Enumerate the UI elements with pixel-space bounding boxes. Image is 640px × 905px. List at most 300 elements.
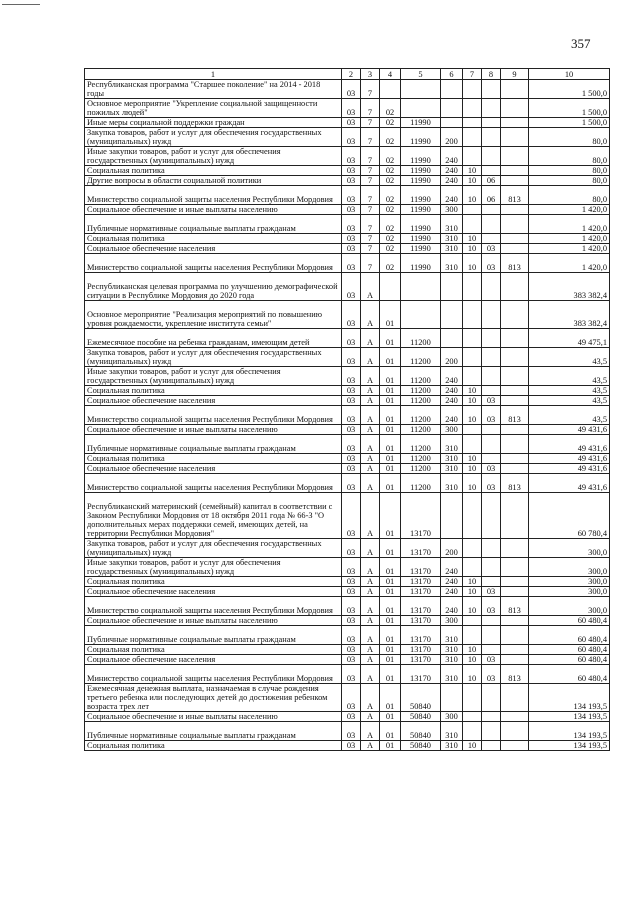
ministry-cell xyxy=(501,215,529,234)
ministry-cell xyxy=(501,454,529,464)
subprogram-cell: 01 xyxy=(380,587,401,597)
target-cell: 11200 xyxy=(401,406,441,425)
program-cell: 7 xyxy=(361,80,380,99)
amount-cell: 300,0 xyxy=(529,577,610,587)
ministry-cell xyxy=(501,655,529,665)
table-row xyxy=(85,493,610,539)
code-cell: 03 xyxy=(342,99,361,118)
subprogram-cell: 01 xyxy=(380,367,401,386)
target-cell: 50840 xyxy=(401,741,441,751)
header-cell: 8 xyxy=(482,69,501,80)
subprogram-cell: 01 xyxy=(380,626,401,645)
expense-type-cell: 310 xyxy=(441,741,463,751)
amount-cell: 1 420,0 xyxy=(529,244,610,254)
expense-type-cell: 200 xyxy=(441,348,463,367)
subsection-cell: 03 xyxy=(482,254,501,273)
code-cell: 03 xyxy=(342,645,361,655)
expense-type-cell: 240 xyxy=(441,166,463,176)
program-cell: А xyxy=(361,329,380,348)
row-name-cell: Министерство социальной защиты населения Республики Мордовия xyxy=(85,186,342,205)
ministry-cell xyxy=(501,425,529,435)
program-cell: 7 xyxy=(361,147,380,166)
amount-cell: 134 193,5 xyxy=(529,722,610,741)
table-row xyxy=(85,205,610,215)
ministry-cell xyxy=(501,128,529,147)
table-row xyxy=(85,626,610,645)
row-name-cell: Социальное обеспечение и иные выплаты населению xyxy=(85,425,342,435)
section-cell xyxy=(463,215,482,234)
row-name-cell: Министерство социальной защиты населения Республики Мордовия xyxy=(85,254,342,273)
header-cell: 10 xyxy=(529,69,610,80)
expense-type-cell: 240 xyxy=(441,597,463,616)
code-cell: 03 xyxy=(342,329,361,348)
subsection-cell: 03 xyxy=(482,665,501,684)
program-cell: А xyxy=(361,386,380,396)
expense-type-cell: 310 xyxy=(441,244,463,254)
section-cell xyxy=(463,616,482,626)
program-cell: А xyxy=(361,558,380,577)
section-cell: 10 xyxy=(463,655,482,665)
row-name-cell: Иные закупки товаров, работ и услуг для обеспечения государственных (муниципальных) нужд xyxy=(85,367,342,386)
code-cell: 03 xyxy=(342,684,361,712)
target-cell: 13170 xyxy=(401,587,441,597)
subprogram-cell: 01 xyxy=(380,329,401,348)
ministry-cell xyxy=(501,396,529,406)
expense-type-cell xyxy=(441,99,463,118)
table-row xyxy=(85,539,610,558)
table-row xyxy=(85,301,610,329)
code-cell: 03 xyxy=(342,254,361,273)
code-cell: 03 xyxy=(342,464,361,474)
subsection-cell xyxy=(482,234,501,244)
ministry-cell: 813 xyxy=(501,597,529,616)
code-cell: 03 xyxy=(342,474,361,493)
table-row xyxy=(85,176,610,186)
target-cell: 11990 xyxy=(401,186,441,205)
program-cell: А xyxy=(361,493,380,539)
ministry-cell: 813 xyxy=(501,254,529,273)
code-cell: 03 xyxy=(342,396,361,406)
amount-cell: 43,5 xyxy=(529,348,610,367)
target-cell: 11200 xyxy=(401,329,441,348)
row-name-cell: Публичные нормативные социальные выплаты гражданам xyxy=(85,626,342,645)
code-cell: 03 xyxy=(342,741,361,751)
header-cell: 7 xyxy=(463,69,482,80)
subsection-cell xyxy=(482,205,501,215)
code-cell: 03 xyxy=(342,205,361,215)
table-row xyxy=(85,655,610,665)
code-cell: 03 xyxy=(342,118,361,128)
ministry-cell xyxy=(501,348,529,367)
code-cell: 03 xyxy=(342,597,361,616)
subsection-cell: 03 xyxy=(482,464,501,474)
row-name-cell: Социальное обеспечение населения xyxy=(85,655,342,665)
ministry-cell: 813 xyxy=(501,406,529,425)
subprogram-cell: 01 xyxy=(380,616,401,626)
target-cell: 11990 xyxy=(401,176,441,186)
expense-type-cell: 310 xyxy=(441,474,463,493)
subsection-cell xyxy=(482,80,501,99)
expense-type-cell: 310 xyxy=(441,645,463,655)
amount-cell: 1 420,0 xyxy=(529,205,610,215)
section-cell xyxy=(463,301,482,329)
target-cell: 11200 xyxy=(401,386,441,396)
amount-cell: 49 431,6 xyxy=(529,474,610,493)
row-name-cell: Публичные нормативные социальные выплаты гражданам xyxy=(85,435,342,454)
target-cell xyxy=(401,80,441,99)
target-cell: 13170 xyxy=(401,645,441,655)
section-cell xyxy=(463,128,482,147)
subsection-cell xyxy=(482,118,501,128)
section-cell: 10 xyxy=(463,396,482,406)
ministry-cell: 813 xyxy=(501,665,529,684)
row-name-cell: Республиканский материнский (семейный) капитал в соответствии с Законом Республики Мордовия от 18 октября 2011 года № 66-З "О дополнительных мерах поддержки семей, имеющих детей, на территории Республики Мордовия" xyxy=(85,493,342,539)
table-row xyxy=(85,722,610,741)
row-name-cell: Закупка товаров, работ и услуг для обеспечения государственных (муниципальных) нужд xyxy=(85,128,342,147)
expense-type-cell: 240 xyxy=(441,367,463,386)
subsection-cell: 06 xyxy=(482,176,501,186)
target-cell: 11200 xyxy=(401,474,441,493)
corner-mark xyxy=(2,4,40,5)
ministry-cell xyxy=(501,273,529,301)
ministry-cell xyxy=(501,539,529,558)
program-cell: 7 xyxy=(361,118,380,128)
code-cell: 03 xyxy=(342,587,361,597)
target-cell xyxy=(401,99,441,118)
row-name-cell: Социальное обеспечение и иные выплаты населению xyxy=(85,616,342,626)
expense-type-cell: 200 xyxy=(441,539,463,558)
code-cell: 03 xyxy=(342,80,361,99)
amount-cell: 60 780,4 xyxy=(529,493,610,539)
code-cell: 03 xyxy=(342,406,361,425)
row-name-cell: Социальная политика xyxy=(85,645,342,655)
amount-cell: 49 431,6 xyxy=(529,464,610,474)
table-row xyxy=(85,474,610,493)
subprogram-cell xyxy=(380,273,401,301)
target-cell: 11200 xyxy=(401,464,441,474)
ministry-cell xyxy=(501,176,529,186)
subprogram-cell: 02 xyxy=(380,166,401,176)
ministry-cell xyxy=(501,464,529,474)
table-row xyxy=(85,684,610,712)
code-cell: 03 xyxy=(342,367,361,386)
program-cell: 7 xyxy=(361,186,380,205)
subprogram-cell: 01 xyxy=(380,474,401,493)
row-name-cell: Иные закупки товаров, работ и услуг для обеспечения государственных (муниципальных) нужд xyxy=(85,558,342,577)
row-name-cell: Социальная политика xyxy=(85,386,342,396)
subprogram-cell: 01 xyxy=(380,539,401,558)
amount-cell: 1 500,0 xyxy=(529,118,610,128)
section-cell xyxy=(463,712,482,722)
row-name-cell: Министерство социальной защиты населения Республики Мордовия xyxy=(85,665,342,684)
section-cell: 10 xyxy=(463,454,482,464)
code-cell: 03 xyxy=(342,425,361,435)
section-cell xyxy=(463,118,482,128)
target-cell: 50840 xyxy=(401,712,441,722)
section-cell: 10 xyxy=(463,645,482,655)
budget-table xyxy=(84,68,610,751)
subprogram-cell: 01 xyxy=(380,301,401,329)
subsection-cell xyxy=(482,645,501,655)
amount-cell: 60 480,4 xyxy=(529,616,610,626)
header-cell: 3 xyxy=(361,69,380,80)
subsection-cell: 03 xyxy=(482,587,501,597)
subprogram-cell: 01 xyxy=(380,386,401,396)
target-cell: 11990 xyxy=(401,166,441,176)
section-cell: 10 xyxy=(463,244,482,254)
expense-type-cell: 240 xyxy=(441,186,463,205)
code-cell: 03 xyxy=(342,147,361,166)
row-name-cell: Ежемесячное пособие на ребенка гражданам, имеющим детей xyxy=(85,329,342,348)
ministry-cell xyxy=(501,616,529,626)
table-row xyxy=(85,254,610,273)
amount-cell: 43,5 xyxy=(529,386,610,396)
subprogram-cell: 01 xyxy=(380,597,401,616)
row-name-cell: Ежемесячная денежная выплата, назначаемая в случае рождения третьего ребенка или последующих детей до достижения ребенком возраста трех лет xyxy=(85,684,342,712)
target-cell: 13170 xyxy=(401,655,441,665)
amount-cell: 1 420,0 xyxy=(529,215,610,234)
program-cell: А xyxy=(361,626,380,645)
subsection-cell xyxy=(482,722,501,741)
section-cell xyxy=(463,435,482,454)
program-cell: А xyxy=(361,348,380,367)
program-cell: А xyxy=(361,301,380,329)
section-cell xyxy=(463,348,482,367)
program-cell: 7 xyxy=(361,234,380,244)
subprogram-cell: 02 xyxy=(380,128,401,147)
amount-cell: 80,0 xyxy=(529,186,610,205)
amount-cell: 1 420,0 xyxy=(529,254,610,273)
amount-cell: 1 500,0 xyxy=(529,99,610,118)
subprogram-cell: 02 xyxy=(380,118,401,128)
section-cell: 10 xyxy=(463,166,482,176)
subsection-cell xyxy=(482,493,501,539)
table-row xyxy=(85,577,610,587)
program-cell: 7 xyxy=(361,166,380,176)
section-cell xyxy=(463,99,482,118)
ministry-cell xyxy=(501,205,529,215)
header-cell: 5 xyxy=(401,69,441,80)
amount-cell: 60 480,4 xyxy=(529,626,610,645)
table-row xyxy=(85,166,610,176)
target-cell: 13170 xyxy=(401,626,441,645)
amount-cell: 1 500,0 xyxy=(529,80,610,99)
table-row xyxy=(85,616,610,626)
subsection-cell xyxy=(482,712,501,722)
row-name-cell: Социальное обеспечение населения xyxy=(85,464,342,474)
ministry-cell xyxy=(501,558,529,577)
target-cell xyxy=(401,273,441,301)
section-cell: 10 xyxy=(463,186,482,205)
subprogram-cell: 01 xyxy=(380,396,401,406)
amount-cell: 300,0 xyxy=(529,587,610,597)
row-name-cell: Основное мероприятие "Реализация мероприятий по повышению уровня рождаемости, укрепление института семьи" xyxy=(85,301,342,329)
target-cell: 13170 xyxy=(401,597,441,616)
program-cell: А xyxy=(361,712,380,722)
table-body xyxy=(85,80,610,751)
expense-type-cell: 300 xyxy=(441,205,463,215)
target-cell: 50840 xyxy=(401,684,441,712)
table-row xyxy=(85,454,610,464)
section-cell: 10 xyxy=(463,176,482,186)
amount-cell: 49 431,6 xyxy=(529,435,610,454)
amount-cell: 134 193,5 xyxy=(529,684,610,712)
code-cell: 03 xyxy=(342,616,361,626)
subsection-cell: 03 xyxy=(482,655,501,665)
target-cell: 11990 xyxy=(401,254,441,273)
subprogram-cell: 01 xyxy=(380,722,401,741)
subsection-cell xyxy=(482,273,501,301)
program-cell: А xyxy=(361,616,380,626)
expense-type-cell xyxy=(441,273,463,301)
subprogram-cell: 01 xyxy=(380,406,401,425)
subsection-cell xyxy=(482,386,501,396)
target-cell: 11990 xyxy=(401,147,441,166)
subprogram-cell xyxy=(380,80,401,99)
amount-cell: 80,0 xyxy=(529,166,610,176)
subprogram-cell: 02 xyxy=(380,147,401,166)
table-row xyxy=(85,329,610,348)
section-cell: 10 xyxy=(463,597,482,616)
subprogram-cell: 01 xyxy=(380,493,401,539)
subprogram-cell: 01 xyxy=(380,348,401,367)
expense-type-cell: 310 xyxy=(441,435,463,454)
expense-type-cell: 240 xyxy=(441,386,463,396)
subsection-cell xyxy=(482,741,501,751)
expense-type-cell: 310 xyxy=(441,454,463,464)
expense-type-cell: 240 xyxy=(441,406,463,425)
expense-type-cell: 300 xyxy=(441,712,463,722)
code-cell: 03 xyxy=(342,539,361,558)
section-cell xyxy=(463,684,482,712)
code-cell: 03 xyxy=(342,273,361,301)
ministry-cell xyxy=(501,626,529,645)
expense-type-cell: 300 xyxy=(441,616,463,626)
subprogram-cell: 01 xyxy=(380,741,401,751)
section-cell xyxy=(463,205,482,215)
target-cell: 11990 xyxy=(401,234,441,244)
header-cell: 2 xyxy=(342,69,361,80)
subprogram-cell: 01 xyxy=(380,558,401,577)
ministry-cell xyxy=(501,386,529,396)
target-cell: 11200 xyxy=(401,367,441,386)
subprogram-cell: 01 xyxy=(380,655,401,665)
ministry-cell xyxy=(501,80,529,99)
code-cell: 03 xyxy=(342,435,361,454)
target-cell: 50840 xyxy=(401,722,441,741)
ministry-cell xyxy=(501,684,529,712)
code-cell: 03 xyxy=(342,176,361,186)
program-cell: А xyxy=(361,464,380,474)
table-row xyxy=(85,406,610,425)
expense-type-cell: 310 xyxy=(441,215,463,234)
header-cell: 9 xyxy=(501,69,529,80)
subprogram-cell: 01 xyxy=(380,464,401,474)
section-cell xyxy=(463,147,482,166)
program-cell: 7 xyxy=(361,205,380,215)
row-name-cell: Публичные нормативные социальные выплаты гражданам xyxy=(85,722,342,741)
table-row xyxy=(85,128,610,147)
code-cell: 03 xyxy=(342,386,361,396)
code-cell: 03 xyxy=(342,128,361,147)
row-name-cell: Другие вопросы в области социальной политики xyxy=(85,176,342,186)
ministry-cell xyxy=(501,234,529,244)
subsection-cell xyxy=(482,301,501,329)
subsection-cell xyxy=(482,128,501,147)
header-cell: 6 xyxy=(441,69,463,80)
table-row xyxy=(85,234,610,244)
subsection-cell xyxy=(482,425,501,435)
code-cell: 03 xyxy=(342,655,361,665)
target-cell: 13170 xyxy=(401,539,441,558)
subprogram-cell: 02 xyxy=(380,234,401,244)
row-name-cell: Республиканская программа "Старшее поколение" на 2014 - 2018 годы xyxy=(85,80,342,99)
program-cell: А xyxy=(361,597,380,616)
subsection-cell xyxy=(482,166,501,176)
section-cell xyxy=(463,722,482,741)
target-cell: 11200 xyxy=(401,435,441,454)
table-row xyxy=(85,118,610,128)
row-name-cell: Социальное обеспечение и иные выплаты населению xyxy=(85,712,342,722)
subsection-cell xyxy=(482,435,501,454)
ministry-cell xyxy=(501,722,529,741)
subprogram-cell: 02 xyxy=(380,176,401,186)
row-name-cell: Социальное обеспечение населения xyxy=(85,244,342,254)
subsection-cell: 03 xyxy=(482,474,501,493)
program-cell: А xyxy=(361,539,380,558)
ministry-cell xyxy=(501,118,529,128)
program-cell: А xyxy=(361,396,380,406)
ministry-cell xyxy=(501,712,529,722)
code-cell: 03 xyxy=(342,665,361,684)
subprogram-cell: 02 xyxy=(380,99,401,118)
target-cell: 13170 xyxy=(401,665,441,684)
subprogram-cell: 01 xyxy=(380,665,401,684)
expense-type-cell: 240 xyxy=(441,176,463,186)
subprogram-cell: 01 xyxy=(380,645,401,655)
code-cell: 03 xyxy=(342,244,361,254)
expense-type-cell: 300 xyxy=(441,425,463,435)
amount-cell: 134 193,5 xyxy=(529,741,610,751)
row-name-cell: Закупка товаров, работ и услуг для обеспечения государственных (муниципальных) нужд xyxy=(85,348,342,367)
table-row xyxy=(85,386,610,396)
section-cell: 10 xyxy=(463,587,482,597)
target-cell: 11990 xyxy=(401,118,441,128)
row-name-cell: Социальная политика xyxy=(85,166,342,176)
expense-type-cell: 310 xyxy=(441,655,463,665)
subsection-cell xyxy=(482,616,501,626)
code-cell: 03 xyxy=(342,234,361,244)
section-cell: 10 xyxy=(463,665,482,684)
program-cell: А xyxy=(361,273,380,301)
amount-cell: 80,0 xyxy=(529,128,610,147)
row-name-cell: Министерство социальной защиты населения Республики Мордовия xyxy=(85,406,342,425)
subsection-cell: 03 xyxy=(482,244,501,254)
code-cell: 03 xyxy=(342,186,361,205)
ministry-cell xyxy=(501,493,529,539)
table-row xyxy=(85,587,610,597)
section-cell xyxy=(463,273,482,301)
subprogram-cell: 02 xyxy=(380,205,401,215)
program-cell: 7 xyxy=(361,244,380,254)
program-cell: А xyxy=(361,425,380,435)
section-cell xyxy=(463,493,482,539)
table-row xyxy=(85,645,610,655)
subsection-cell xyxy=(482,215,501,234)
expense-type-cell xyxy=(441,493,463,539)
section-cell: 10 xyxy=(463,741,482,751)
section-cell xyxy=(463,367,482,386)
